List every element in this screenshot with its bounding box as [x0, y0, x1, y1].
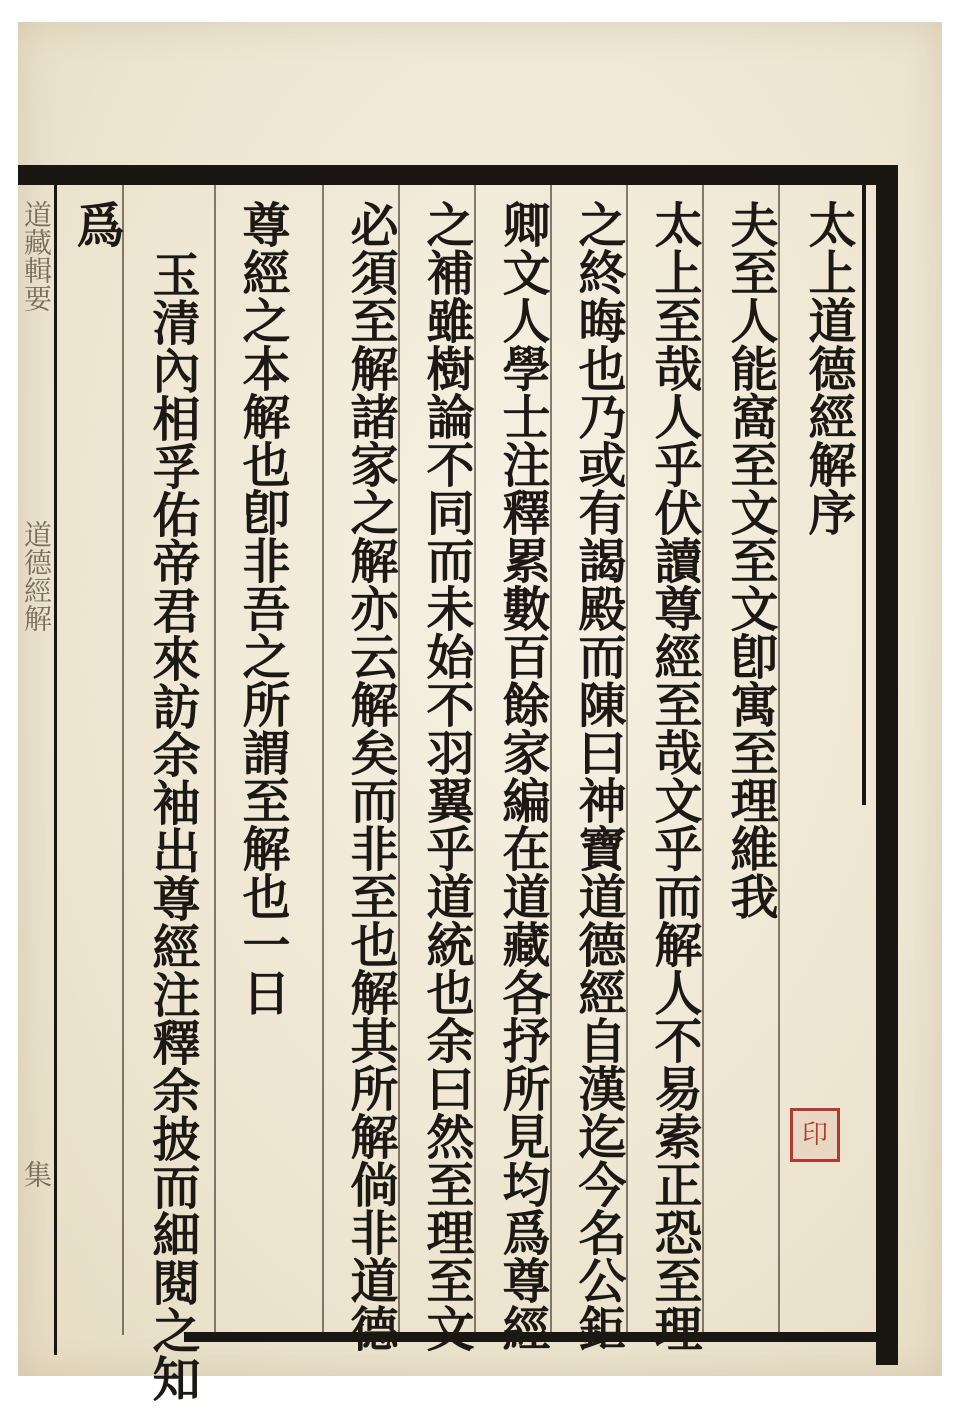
column-divider	[214, 185, 216, 1335]
frame-top-rule	[18, 165, 896, 185]
column-divider	[322, 185, 324, 1335]
text-column-5: 之補雖樹論不同而未始不羽翼乎道統也余曰然至理至文	[418, 200, 474, 1352]
frame-inner-right-rule	[862, 185, 866, 805]
margin-chapter: 道德經解	[20, 520, 53, 632]
text-column-2: 太上至哉人乎伏讀尊經至哉文乎而解人不易索正恐至理	[646, 200, 702, 1352]
column-divider	[778, 185, 780, 1335]
column-divider	[122, 185, 124, 1335]
text-column-8: 玉清內相孚佑帝君來訪余袖出尊經注釋余披而細閱之知	[144, 250, 200, 1402]
red-seal-stamp: 印	[790, 1108, 840, 1162]
column-divider	[474, 185, 476, 1335]
column-divider	[626, 185, 628, 1335]
preface-title-column: 太上道德經解序	[800, 200, 856, 536]
text-column-1: 夫至人能窩至文至文卽寓至理維我	[722, 200, 778, 920]
text-column-3: 之終晦也乃或有謁殿而陳曰神寶道德經自漢迄今名公鉅	[570, 200, 626, 1352]
frame-right-rule	[876, 165, 898, 1365]
text-column-7: 尊經之本解也卽非吾之所謂至解也一日	[234, 200, 290, 1016]
text-column-4: 卿文人學士注釋累數百餘家編在道藏各抒所見均爲尊經	[494, 200, 550, 1352]
text-column-6: 必須至解諸家之解亦云解矣而非至也解其所解倘非道德	[342, 200, 398, 1352]
text-column-9: 爲	[68, 200, 124, 248]
margin-title: 道藏輯要	[20, 200, 53, 312]
column-divider	[702, 185, 704, 1335]
column-divider	[398, 185, 400, 1335]
margin-volume: 集	[20, 1160, 53, 1188]
column-divider	[550, 185, 552, 1335]
